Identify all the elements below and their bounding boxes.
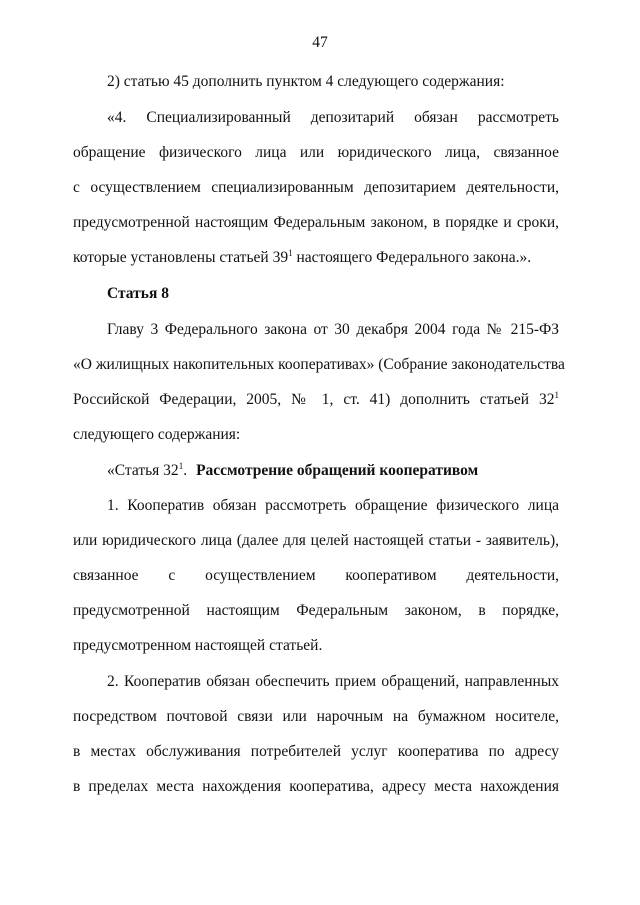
paragraph-1-line-4: предусмотренной настоящим Федеральным законом, в порядке,	[73, 602, 559, 619]
paragraph-1-line-1: 1. Кооператив обязан рассмотреть обращение физического лица	[107, 497, 559, 514]
article-8-line-2: «О жилищных накопительных кооперативах» (Собрание законодательства	[73, 356, 565, 373]
paragraph-1-line-2: или юридического лица (далее для целей настоящей статьи - заявитель),	[73, 532, 559, 549]
item-4-line-5-text: которые установлены статьей 39	[73, 249, 289, 266]
item-4-line-5-tail: настоящего Федерального закона.».	[292, 249, 532, 266]
item-4-line-1: «4. Специализированный депозитарий обязан рассмотреть	[107, 109, 559, 126]
item-4-line-5	[73, 248, 559, 268]
article-8-line-4: следующего содержания:	[73, 426, 241, 443]
item-4-line-2: обращение физического лица или юридического лица, связанное	[73, 144, 559, 161]
paragraph-1-line-5: предусмотренном настоящей статьей.	[73, 637, 323, 654]
superscript: 1	[178, 461, 184, 471]
paragraph-2-line-2: посредством почтовой связи или нарочным на бумажном носителе,	[73, 708, 559, 725]
superscript: 1	[554, 390, 559, 400]
superscript: 1	[288, 248, 293, 258]
article-32-title: Рассмотрение обращений кооперативом	[196, 462, 479, 479]
paragraph-2-line-3: в местах обслуживания потребителей услуг кооператива по адресу	[73, 743, 559, 760]
item-2-intro: 2) статью 45 дополнить пунктом 4 следующего содержания:	[107, 73, 505, 90]
paragraph-2-line-4: в пределах места нахождения кооператива, адресу места нахождения	[73, 778, 559, 795]
article-8-heading: Статья 8	[107, 285, 169, 302]
paragraph-1-line-3: связанное с осуществлением кооперативом деятельности,	[73, 567, 559, 584]
article-32-label: «Статья 32	[107, 462, 179, 479]
article-8-line-3	[73, 390, 559, 410]
article-8-line-1: Главу 3 Федерального закона от 30 декабря 2004 года № 215-ФЗ	[107, 321, 559, 338]
item-4-line-3: с осуществлением специализированным депозитарием деятельности,	[73, 179, 559, 196]
article-8-line-3-text: Российской Федерации, 2005, № 1, ст. 41) дополнить статьей 32	[73, 391, 555, 408]
article-32-heading	[107, 461, 559, 481]
page-number: 47	[312, 34, 328, 51]
paragraph-2-line-1: 2. Кооператив обязан обеспечить прием обращений, направленных	[107, 673, 559, 690]
item-4-line-4: предусмотренной настоящим Федеральным законом, в порядке и сроки,	[73, 214, 559, 231]
article-32-dot: .	[183, 462, 188, 479]
